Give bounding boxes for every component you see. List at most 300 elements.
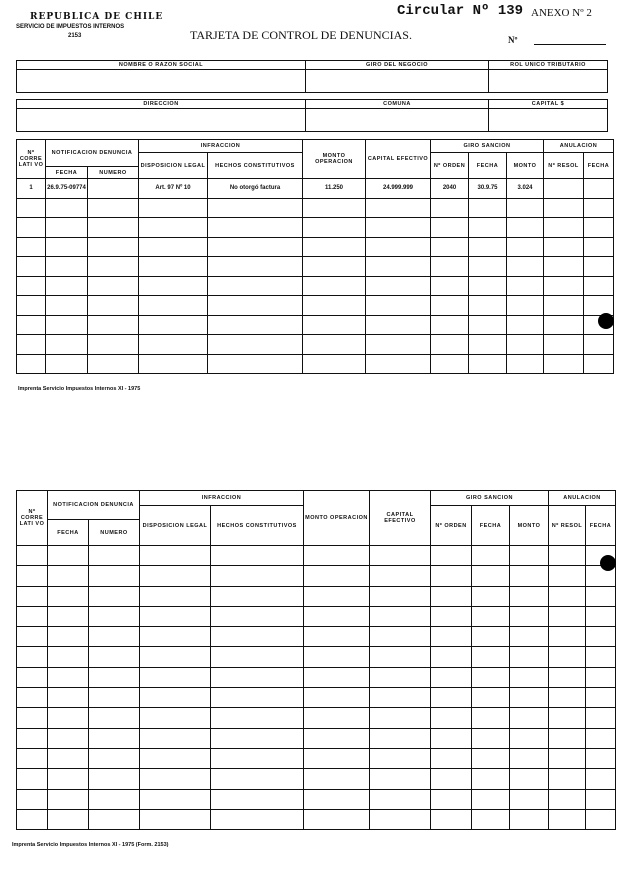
table-cell[interactable] [303,315,366,335]
table-cell[interactable] [431,748,472,768]
table-cell[interactable] [140,688,211,708]
table-cell[interactable]: 1 [17,179,46,199]
table-cell[interactable] [211,586,304,606]
table-cell[interactable] [208,315,303,335]
table-cell[interactable] [17,566,48,586]
table-cell[interactable] [586,789,616,809]
table-cell[interactable] [586,688,616,708]
table-cell[interactable] [303,218,366,238]
capital-field[interactable] [489,109,608,132]
table-cell[interactable] [544,237,584,257]
table-cell[interactable] [88,354,139,374]
rut-field[interactable] [489,70,608,93]
table-cell[interactable] [510,769,549,789]
table-cell[interactable] [431,237,469,257]
table-cell[interactable] [48,769,89,789]
table-cell[interactable] [586,606,616,626]
col-correlativo: Nº CORRE LATI VO [17,491,48,546]
table-cell[interactable] [17,218,46,238]
table-cell[interactable] [89,809,140,829]
table-cell[interactable] [472,748,510,768]
table-cell[interactable] [549,809,586,829]
table-cell[interactable] [17,237,46,257]
table-cell[interactable] [46,218,88,238]
table-cell[interactable] [370,809,431,829]
table-cell[interactable] [17,546,48,566]
table-cell[interactable] [431,688,472,708]
table-cell[interactable] [211,566,304,586]
table-cell[interactable] [431,315,469,335]
table-cell[interactable] [17,809,48,829]
table-cell[interactable] [304,566,370,586]
table-cell[interactable] [431,218,469,238]
commune-field[interactable] [306,109,489,132]
table-cell[interactable] [304,667,370,687]
table-cell[interactable] [211,667,304,687]
table-cell[interactable] [366,237,431,257]
table-cell[interactable] [549,789,586,809]
table-cell[interactable] [303,198,366,218]
table-cell[interactable] [472,566,510,586]
table-cell[interactable] [431,606,472,626]
table-cell[interactable] [431,354,469,374]
table-cell[interactable] [17,606,48,626]
table-cell[interactable] [544,276,584,296]
table-cell[interactable] [472,789,510,809]
table-cell[interactable] [544,179,584,199]
table-cell[interactable] [549,546,586,566]
table-cell[interactable] [48,708,89,728]
table-cell[interactable] [46,276,88,296]
table-cell[interactable] [510,606,549,626]
table-cell[interactable] [17,586,48,606]
table-cell[interactable] [472,586,510,606]
table-cell[interactable] [549,748,586,768]
table-cell[interactable] [140,586,211,606]
table-cell[interactable] [89,586,140,606]
table-cell[interactable] [211,688,304,708]
table-cell[interactable] [510,647,549,667]
table-cell[interactable] [211,789,304,809]
table-cell[interactable] [17,728,48,748]
table-cell[interactable] [431,198,469,218]
col-giro-fecha: FECHA [469,153,507,179]
table-cell[interactable] [472,688,510,708]
table-cell[interactable] [549,606,586,626]
table-cell[interactable] [431,647,472,667]
table-cell[interactable] [17,748,48,768]
table-cell[interactable] [303,335,366,355]
table-cell[interactable] [549,586,586,606]
table-cell[interactable] [17,789,48,809]
table-cell[interactable] [48,586,89,606]
table-cell[interactable] [507,257,544,277]
name-field[interactable] [17,70,306,93]
table-cell[interactable] [431,627,472,647]
table-cell[interactable] [586,667,616,687]
table-cell[interactable] [584,296,614,316]
table-cell[interactable] [549,769,586,789]
table-cell[interactable] [303,257,366,277]
table-cell[interactable] [140,566,211,586]
table-cell[interactable] [431,586,472,606]
table-cell[interactable] [549,708,586,728]
table-cell[interactable] [48,566,89,586]
table-cell[interactable] [370,789,431,809]
table-cell[interactable] [17,296,46,316]
table-cell[interactable] [370,627,431,647]
table-cell[interactable] [366,296,431,316]
table-cell[interactable] [370,708,431,728]
table-cell[interactable] [586,708,616,728]
table-cell[interactable] [366,354,431,374]
table-cell[interactable] [139,315,208,335]
table-cell[interactable] [208,218,303,238]
table-cell[interactable] [88,296,139,316]
table-cell[interactable] [549,647,586,667]
table-cell[interactable] [17,708,48,728]
table-cell[interactable] [211,748,304,768]
table-cell[interactable] [48,627,89,647]
table-cell[interactable] [17,198,46,218]
table-cell[interactable]: 11.250 [303,179,366,199]
table-cell[interactable] [304,769,370,789]
table-cell[interactable] [89,688,140,708]
table-cell[interactable] [211,546,304,566]
table-cell[interactable]: 26.9.75-09774 [46,179,88,199]
table-cell[interactable] [584,257,614,277]
table-cell[interactable] [211,627,304,647]
table-cell[interactable] [140,627,211,647]
table-cell[interactable] [48,789,89,809]
table-cell[interactable]: 30.9.75 [469,179,507,199]
table-cell[interactable] [469,257,507,277]
table-cell[interactable] [510,667,549,687]
table-cell[interactable] [211,606,304,626]
table-cell[interactable] [140,809,211,829]
table-cell[interactable] [211,728,304,748]
table-cell[interactable] [584,237,614,257]
col-resol: Nº RESOL [549,506,586,546]
table-cell[interactable] [472,769,510,789]
table-cell[interactable] [211,647,304,667]
table-cell[interactable] [507,315,544,335]
table-cell[interactable] [208,257,303,277]
table-cell[interactable] [139,276,208,296]
table-cell[interactable] [366,335,431,355]
table-cell[interactable] [370,546,431,566]
table-cell[interactable] [549,667,586,687]
table-cell[interactable] [140,667,211,687]
table-cell[interactable] [469,237,507,257]
table-cell[interactable] [510,748,549,768]
col-disposicion: DISPOSICION LEGAL [140,506,211,546]
table-cell[interactable] [89,667,140,687]
table-cell[interactable] [510,586,549,606]
table-cell[interactable] [431,789,472,809]
table-cell[interactable] [510,566,549,586]
table-cell[interactable] [17,335,46,355]
table-cell[interactable] [431,809,472,829]
table-cell[interactable] [89,748,140,768]
table-cell[interactable] [303,237,366,257]
col-infraccion: INFRACCION [140,491,304,506]
table-cell[interactable] [208,354,303,374]
table-cell[interactable] [431,708,472,728]
table-cell[interactable] [370,748,431,768]
table-cell[interactable] [140,748,211,768]
table-cell[interactable] [304,586,370,606]
table-cell[interactable] [140,789,211,809]
table-cell[interactable] [507,354,544,374]
address-field[interactable] [17,109,306,132]
table-cell[interactable] [510,728,549,748]
number-field[interactable] [534,44,606,45]
table-row [17,728,616,748]
table-cell[interactable] [139,237,208,257]
table-cell[interactable] [549,627,586,647]
table-cell[interactable] [140,708,211,728]
table-cell[interactable] [46,198,88,218]
table-cell[interactable] [507,276,544,296]
table-cell[interactable] [48,546,89,566]
table-cell[interactable] [472,546,510,566]
table-cell[interactable] [366,198,431,218]
table-cell[interactable] [139,335,208,355]
table-cell[interactable] [431,728,472,748]
table-cell[interactable] [544,296,584,316]
table-cell[interactable] [17,257,46,277]
table-cell[interactable] [510,809,549,829]
table-cell[interactable] [208,276,303,296]
table-cell[interactable]: 3.024 [507,179,544,199]
table-cell[interactable]: 24.999.999 [366,179,431,199]
table-cell[interactable] [544,198,584,218]
table-cell[interactable] [584,276,614,296]
table-cell[interactable] [472,606,510,626]
table-cell[interactable] [17,354,46,374]
table-cell[interactable] [139,257,208,277]
table-cell[interactable] [584,354,614,374]
table-cell[interactable] [48,809,89,829]
table-cell[interactable] [507,237,544,257]
table-cell[interactable] [544,335,584,355]
table-cell[interactable] [304,627,370,647]
table-cell[interactable]: No otorgó factura [208,179,303,199]
table-cell[interactable] [366,218,431,238]
table-cell[interactable] [586,809,616,829]
table-cell[interactable] [89,627,140,647]
table-cell[interactable] [140,647,211,667]
table-cell[interactable] [472,728,510,748]
table-cell[interactable] [549,566,586,586]
table-cell[interactable] [510,708,549,728]
table-cell[interactable] [544,315,584,335]
table-cell[interactable] [431,335,469,355]
business-field[interactable] [306,70,489,93]
table-cell[interactable] [88,179,139,199]
table-cell[interactable] [469,276,507,296]
table-cell[interactable] [510,688,549,708]
table-cell[interactable] [208,335,303,355]
table-cell[interactable] [211,708,304,728]
table-cell[interactable] [584,179,614,199]
table-cell[interactable] [304,647,370,667]
table-cell[interactable] [303,276,366,296]
table-cell[interactable] [304,606,370,626]
table-cell[interactable] [507,198,544,218]
table-cell[interactable] [140,606,211,626]
table-cell[interactable] [366,315,431,335]
table-cell[interactable] [370,667,431,687]
table-cell[interactable] [88,335,139,355]
table-cell[interactable] [431,546,472,566]
table-cell[interactable] [507,296,544,316]
table-cell[interactable] [586,728,616,748]
table-cell[interactable] [17,315,46,335]
table-cell[interactable] [89,769,140,789]
table-cell[interactable] [586,748,616,768]
table-cell[interactable] [370,769,431,789]
table-cell[interactable] [431,276,469,296]
table-cell[interactable] [431,667,472,687]
table-cell[interactable] [544,218,584,238]
table-cell[interactable] [89,546,140,566]
table-cell[interactable] [89,728,140,748]
table-cell[interactable] [139,354,208,374]
table-cell[interactable] [17,276,46,296]
table-cell[interactable] [48,688,89,708]
table-cell[interactable] [17,769,48,789]
table-cell[interactable] [469,315,507,335]
table-cell[interactable] [431,566,472,586]
table-cell[interactable] [510,546,549,566]
table-cell[interactable] [472,647,510,667]
table-cell[interactable] [211,769,304,789]
table-cell[interactable] [584,335,614,355]
table-cell[interactable] [46,335,88,355]
table-cell[interactable] [370,647,431,667]
table-cell[interactable] [304,546,370,566]
table-cell[interactable] [586,586,616,606]
table-cell[interactable] [48,667,89,687]
table-cell[interactable] [88,257,139,277]
table-cell[interactable] [507,335,544,355]
table-cell[interactable] [370,566,431,586]
table-cell[interactable] [549,688,586,708]
table-cell[interactable] [89,647,140,667]
form-code: 2153 [68,33,82,39]
table-cell[interactable] [89,789,140,809]
table-cell[interactable] [304,728,370,748]
table-cell[interactable] [304,789,370,809]
table-cell[interactable] [208,296,303,316]
table-cell[interactable] [510,789,549,809]
table-cell[interactable] [139,218,208,238]
table-cell[interactable] [584,198,614,218]
table-cell[interactable] [48,748,89,768]
table-cell[interactable] [89,606,140,626]
table-cell[interactable] [17,688,48,708]
table-cell[interactable] [366,257,431,277]
table-cell[interactable] [17,647,48,667]
table-cell[interactable] [544,257,584,277]
table-cell[interactable] [17,667,48,687]
table-cell[interactable] [208,237,303,257]
table-cell[interactable] [366,276,431,296]
table-cell[interactable] [88,218,139,238]
table-cell[interactable] [46,354,88,374]
table-cell[interactable] [211,809,304,829]
table-cell[interactable] [472,667,510,687]
table-cell[interactable] [88,198,139,218]
table-cell[interactable] [140,546,211,566]
table-cell[interactable] [472,708,510,728]
table-cell[interactable] [139,198,208,218]
table-cell[interactable] [303,354,366,374]
table-cell[interactable] [88,276,139,296]
table-cell[interactable] [472,627,510,647]
table-cell[interactable] [304,809,370,829]
table-cell[interactable] [140,728,211,748]
table-cell[interactable]: 2040 [431,179,469,199]
table-cell[interactable] [544,354,584,374]
table-cell[interactable] [46,257,88,277]
table-cell[interactable] [303,296,366,316]
table-cell[interactable] [208,198,303,218]
table-cell[interactable] [140,769,211,789]
table-cell[interactable] [431,296,469,316]
table-cell[interactable] [584,218,614,238]
table-cell[interactable] [304,688,370,708]
table-cell[interactable] [549,728,586,748]
table-cell[interactable] [507,218,544,238]
table-cell[interactable] [48,606,89,626]
table-cell[interactable] [46,237,88,257]
table-cell[interactable] [469,296,507,316]
table-cell[interactable] [586,647,616,667]
table-cell[interactable] [89,566,140,586]
table-cell[interactable] [304,708,370,728]
table-cell[interactable] [46,315,88,335]
table-cell[interactable] [370,586,431,606]
table-cell[interactable] [469,335,507,355]
table-cell[interactable] [586,769,616,789]
table-cell[interactable] [431,257,469,277]
table-cell[interactable] [469,218,507,238]
table-cell[interactable] [304,748,370,768]
table-cell[interactable] [431,769,472,789]
table-cell[interactable] [46,296,88,316]
table-cell[interactable] [510,627,549,647]
table-cell[interactable] [586,627,616,647]
table-cell[interactable]: Art. 97 Nº 10 [139,179,208,199]
table-cell[interactable] [89,708,140,728]
col-anul-fecha: FECHA [584,153,614,179]
table-cell[interactable] [370,728,431,748]
table-cell[interactable] [469,354,507,374]
table-cell[interactable] [139,296,208,316]
table-cell[interactable] [472,809,510,829]
table-cell[interactable] [48,728,89,748]
table-cell[interactable] [17,627,48,647]
table-cell[interactable] [469,198,507,218]
table-cell[interactable] [88,237,139,257]
table-cell[interactable] [88,315,139,335]
table-cell[interactable] [48,647,89,667]
table-cell[interactable] [370,606,431,626]
table-cell[interactable] [370,688,431,708]
